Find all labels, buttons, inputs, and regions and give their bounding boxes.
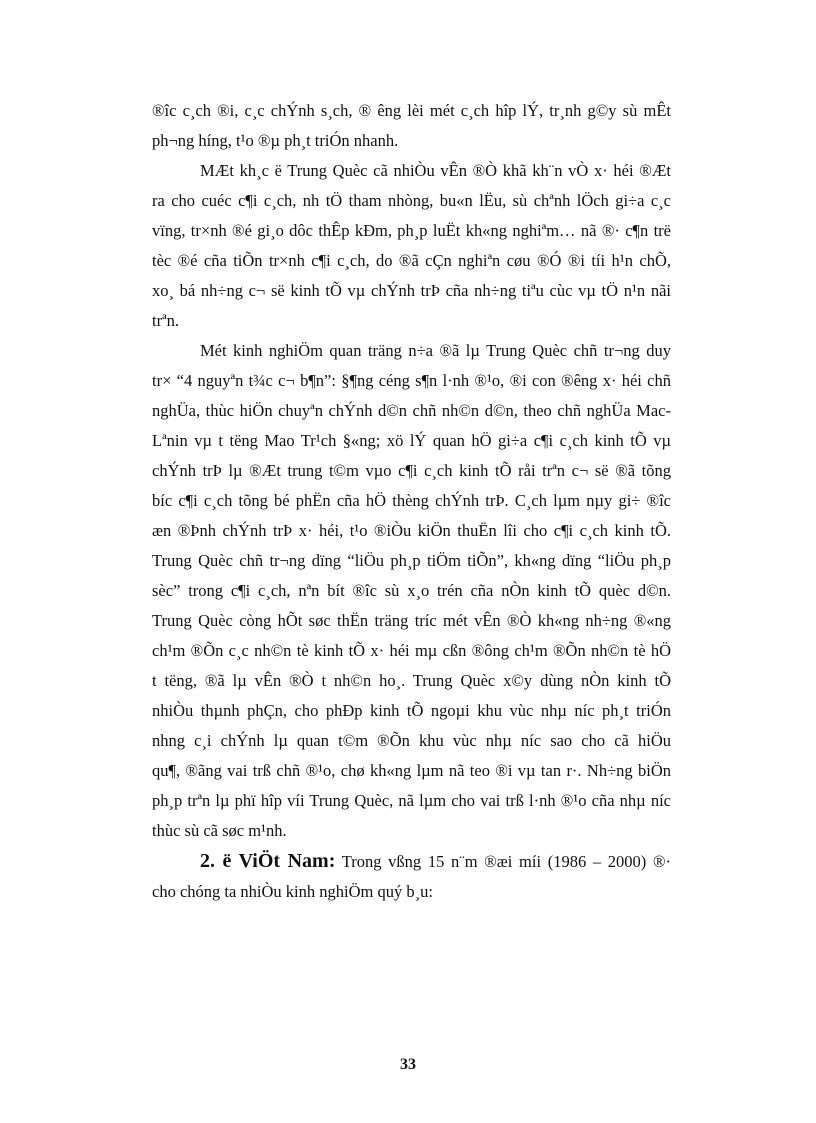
paragraph-line: Lªnin vµ t tëng Mao Tr¹ch §«ng; xö lÝ quan hÖ gi÷a c¶i c¸ch kinh tÕ vµ: [152, 431, 671, 450]
paragraph-3: [152, 336, 671, 846]
section-heading-line: [152, 846, 671, 877]
paragraph-line: tr× “4 nguyªn t¾c c¬ b¶n”: §¶ng céng s¶n l·nh ®¹o, ®i con ®êng x· héi chñ: [152, 371, 671, 390]
paragraph-line: Mét kinh nghiÖm quan träng n÷a ®ã lµ Trung Quèc chñ tr¬ng duy: [200, 341, 671, 360]
page-number: 33: [400, 1056, 416, 1073]
paragraph-line: thùc sù cã søc m¹nh.: [152, 821, 287, 840]
paragraph-line: t tëng, ®ã lµ vÊn ®Ò t nh©n ho¸. Trung Quèc x©y dùng nÒn kinh tÕ: [152, 671, 671, 690]
paragraph-line: xo¸ bá nh÷ng c¬ së kinh tÕ vµ chÝnh trÞ cña nh÷ng tiªu cùc vµ tÖ n¹n nãi: [152, 281, 671, 300]
paragraph-line: ph¸p trªn lµ phï hîp víi Trung Quèc, nã lµm cho vai trß l·nh ®¹o cña nhµ níc: [152, 791, 671, 810]
paragraph-line: nhng c¸i chÝnh lµ quan t©m ®Õn khu vùc nhµ níc sao cho cã hiÖu: [152, 731, 671, 750]
paragraph-2: [152, 156, 671, 336]
section-2: [152, 846, 671, 907]
paragraph-line: vïng, tr×nh ®é gi¸o dôc thÊp kÐm, ph¸p luËt kh«ng nghiªm… nã ®· c¶n trë: [152, 221, 671, 240]
paragraph-1: [152, 96, 671, 156]
paragraph-line: Trung Quèc chñ tr¬ng dïng “liÖu ph¸p tiÖm tiÕn”, kh«ng dïng “liÖu ph¸p: [152, 551, 671, 570]
paragraph-line: ra cho cuéc c¶i c¸ch, nh tÖ tham nhòng, bu«n lËu, sù chªnh lÖch gi÷a c¸c: [152, 191, 671, 210]
paragraph-line: trªn.: [152, 311, 180, 330]
section-lead-text: Trong vßng 15 n¨m ®æi míi (1986 – 2000) ®·: [341, 852, 671, 871]
paragraph-line: nghÜa, thùc hiÖn chuyªn chÝnh d©n chñ nh©n d©n, theo chñ nghÜa Mac-: [152, 401, 671, 420]
paragraph-line: æn ®Þnh chÝnh trÞ x· héi, t¹o ®iÒu kiÖn thuËn lîi cho c¶i c¸ch kinh tÕ.: [152, 521, 671, 540]
paragraph-line: tèc ®é cña tiÕn tr×nh c¶i c¸ch, do ®ã cÇn nghiªn cøu ®Ó ®i tíi h¹n chÕ,: [152, 251, 671, 270]
paragraph-line: MÆt kh¸c ë Trung Quèc cã nhiÒu vÊn ®Ò khã kh¨n vÒ x· héi ®Æt: [200, 161, 671, 180]
paragraph-line: bíc c¶i c¸ch tõng bé phËn cña hÖ thèng chÝnh trÞ. C¸ch lµm nµy gi÷ ®îc: [152, 491, 671, 510]
page-body: [152, 96, 671, 907]
section-heading: 2. ë ViÖt Nam:: [200, 850, 336, 872]
paragraph-line: qu¶, ®ãng vai trß chñ ®¹o, chø kh«ng lµm nã teo ®i vµ tan r·. Nh÷ng biÖn: [152, 761, 671, 780]
section-continuation: cho chóng ta nhiÒu kinh nghiÖm quý b¸u:: [152, 882, 433, 901]
paragraph-line: sèc” trong c¶i c¸ch, nªn bít ®îc sù x¸o trén cña nÒn kinh tÕ quèc d©n.: [152, 581, 671, 600]
paragraph-line: ph¬ng híng, t¹o ®µ ph¸t triÓn nhanh.: [152, 131, 399, 150]
paragraph-line: chÝnh trÞ lµ ®Æt trung t©m vµo c¶i c¸ch kinh tÕ råi trªn c¬ së ®ã tõng: [152, 461, 671, 480]
paragraph-line: Trung Quèc còng hÕt søc thËn träng tríc mét vÊn ®Ò kh«ng nh÷ng ®«ng: [152, 611, 671, 630]
paragraph-line: ch¹m ®Õn c¸c nh©n tè kinh tÕ x· héi mµ cßn ®ông ch¹m ®Õn nh©n tè hÖ: [152, 641, 671, 660]
paragraph-line: ®îc c¸ch ®i, c¸c chÝnh s¸ch, ® êng lèi mét c¸ch hîp lÝ, tr¸nh g©y sù mÊt: [152, 101, 671, 120]
paragraph-line: nhiÒu thµnh phÇn, cho phÐp kinh tÕ ngoµi khu vùc nhµ níc ph¸t triÓn: [152, 701, 671, 720]
